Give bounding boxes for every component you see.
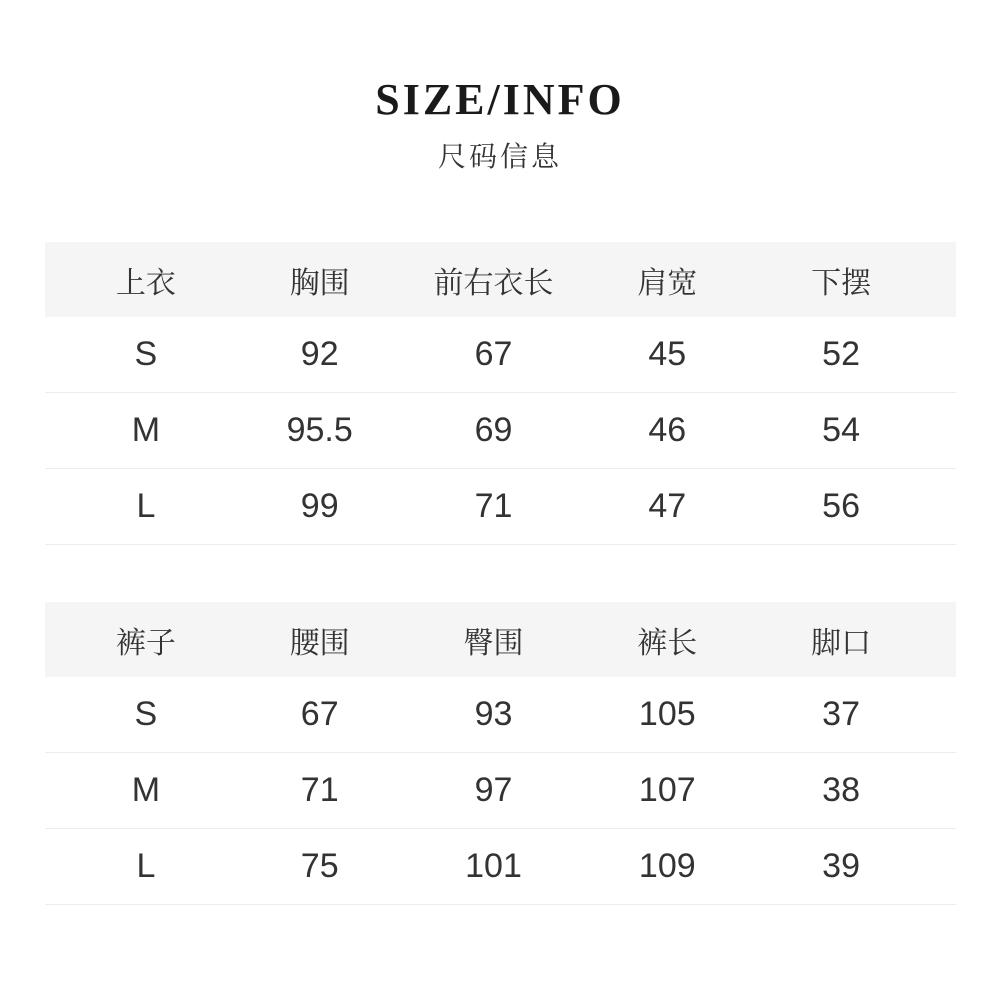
pants-size-table-row	[45, 753, 956, 829]
column-header: 前右衣长	[433, 266, 554, 300]
measurement-value: 92	[300, 335, 339, 373]
page-subtitle: 尺码信息	[437, 141, 562, 172]
measurement-value: 99	[300, 487, 339, 525]
column-header: 裤子	[115, 626, 176, 660]
column-header: 裤长	[637, 626, 698, 660]
measurement-value: 75	[300, 847, 339, 885]
measurement-value: 109	[638, 847, 696, 885]
size-label: S	[134, 335, 158, 373]
measurement-value: 56	[822, 487, 860, 525]
measurement-value: 93	[474, 695, 513, 733]
pants-size-table-row	[45, 677, 956, 753]
pants-size-table-row	[45, 829, 956, 905]
pants-size-table-header-row	[45, 602, 956, 677]
tops-size-table-header-row	[45, 242, 956, 317]
column-header: 胸围	[289, 266, 350, 300]
size-label: L	[136, 847, 156, 885]
measurement-value: 52	[822, 335, 860, 373]
pants-size-table	[45, 602, 956, 905]
measurement-value: 97	[474, 771, 513, 809]
column-header: 肩宽	[637, 266, 698, 300]
measurement-value: 107	[638, 771, 696, 809]
measurement-value: 67	[474, 335, 513, 373]
measurement-value: 46	[648, 411, 687, 449]
size-label: M	[131, 771, 161, 809]
measurement-value: 105	[638, 695, 696, 733]
size-label: L	[136, 487, 156, 525]
measurement-value: 67	[300, 695, 339, 733]
size-label: M	[131, 411, 161, 449]
measurement-value: 45	[648, 335, 687, 373]
column-header: 下摆	[811, 266, 872, 300]
measurement-value: 101	[465, 847, 522, 885]
tops-size-table-row	[45, 469, 956, 545]
tops-size-table	[45, 242, 956, 545]
measurement-value: 39	[822, 847, 860, 885]
measurement-value: 37	[822, 695, 860, 733]
size-label: S	[134, 695, 158, 733]
measurement-value: 47	[648, 487, 687, 525]
measurement-value: 38	[822, 771, 860, 809]
measurement-value: 71	[474, 487, 513, 525]
tops-size-table-row	[45, 393, 956, 469]
column-header: 上衣	[115, 266, 176, 300]
measurement-value: 54	[822, 411, 860, 449]
measurement-value: 71	[300, 771, 339, 809]
tops-size-table-row	[45, 317, 956, 393]
column-header: 腰围	[289, 626, 350, 660]
page-title: SIZE/INFO	[375, 75, 625, 124]
column-header: 脚口	[811, 626, 872, 660]
measurement-value: 69	[474, 411, 513, 449]
column-header: 臀围	[463, 626, 524, 660]
measurement-value: 95.5	[286, 411, 353, 449]
